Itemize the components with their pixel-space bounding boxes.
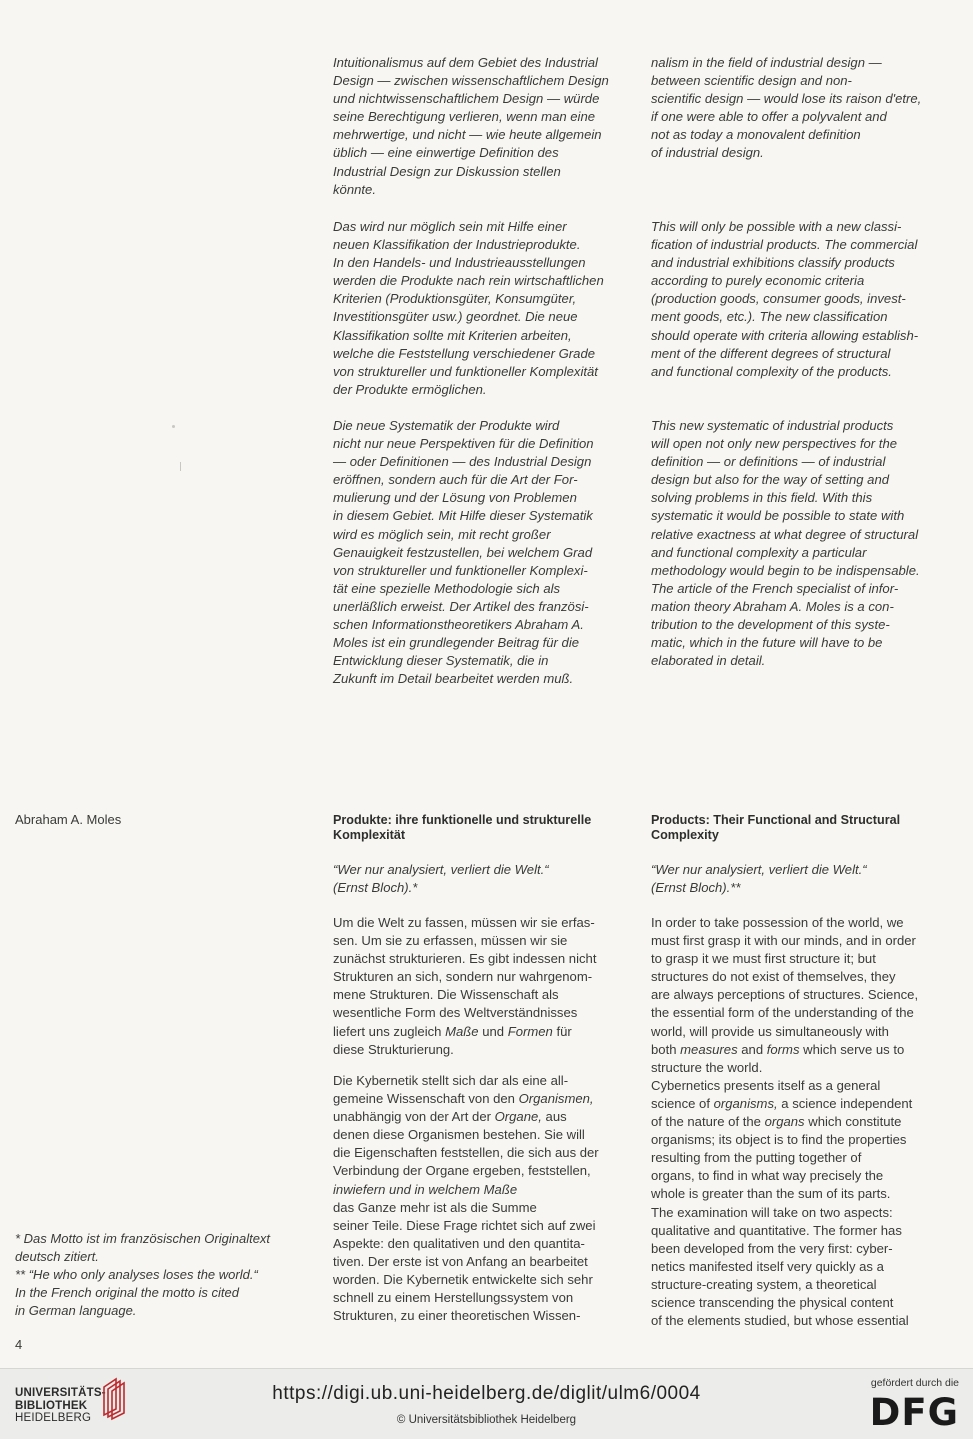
text-line: seine Berechtigung verlieren, wenn man eine	[333, 109, 596, 125]
text-line: Das wird nur möglich sein mit Hilfe einer	[333, 219, 567, 234]
text-line: methodology would begin to be indispensable.	[651, 562, 920, 578]
text-line: Cybernetics presents itself as a general	[651, 1077, 881, 1093]
text-line: unerläßlich erweist. Der Artikel des französi-	[333, 598, 589, 614]
text-line: ** “He who only analyses loses the world.“	[15, 1267, 258, 1283]
text-line: of the elements studied, but whose essential	[651, 1313, 909, 1329]
text-run: Formen	[507, 1023, 553, 1039]
text-line: sen. Um sie zu erfassen, müssen wir sie	[333, 933, 568, 949]
text-line: diese Strukturierung.	[333, 1041, 454, 1057]
text-line	[651, 1095, 953, 1113]
text-line: die Eigenschaften feststellen, die sich aus der	[333, 1145, 599, 1161]
dfg-logo[interactable]: DFG	[869, 1391, 959, 1434]
text-line: The article of the French specialist of infor-	[651, 580, 899, 596]
text-line: mation theory Abraham A. Moles is a con-	[651, 598, 894, 614]
text-line: nalism in the field of industrial design —	[651, 55, 882, 70]
text-line: Intuitionalismus auf dem Gebiet des Industrial	[333, 55, 598, 70]
text-line: This will only be possible with a new classi-	[651, 219, 902, 234]
text-run: measures	[680, 1041, 738, 1057]
text-line: definition — or definitions — of industrial	[651, 454, 886, 470]
text-line: should operate with criteria allowing establish-	[651, 327, 919, 343]
text-line	[651, 1113, 953, 1131]
text-run: a science independent	[777, 1095, 913, 1111]
text-line: Strukturen an sich, sondern nur wahrgenom-	[333, 969, 593, 985]
text-line	[651, 1041, 953, 1059]
footnotes	[15, 1230, 315, 1320]
upper-en-paragraph-1	[651, 54, 953, 163]
text-line	[333, 1090, 635, 1108]
text-run: Organismen,	[518, 1091, 594, 1107]
text-line: The examination will take on two aspects:	[651, 1204, 893, 1220]
text-line: von struktureller und funktioneller Komplexi-	[333, 562, 588, 578]
text-line: structure-creating system, a theoretical	[651, 1276, 877, 1292]
text-run: which constitute	[804, 1114, 902, 1130]
text-line: to grasp it we must first structure it; but	[651, 951, 876, 967]
text-run: organisms,	[713, 1095, 778, 1111]
text-run: and	[737, 1041, 767, 1057]
text-line: inwiefern und in welchem Maße	[333, 1181, 518, 1197]
text-line: will open not only new perspectives for the	[651, 436, 898, 452]
text-run: unabhängig von der Art der	[333, 1109, 495, 1125]
text-line: structure the world.	[651, 1059, 763, 1075]
text-line: von struktureller und funktioneller Komplexität	[333, 363, 598, 379]
text-line: mehrwertige, und nicht — wie heute allgemein	[333, 127, 602, 143]
text-line: organs, to find in what way precisely the	[651, 1168, 884, 1184]
text-line: scientific design — would lose its raison d'etre,	[651, 91, 922, 107]
text-line: in German language.	[15, 1303, 137, 1319]
scan-speck	[172, 425, 175, 428]
motto-german	[333, 861, 635, 897]
page-number: 4	[15, 1337, 23, 1352]
text-line: denen diese Organismen bestehen. Sie will	[333, 1127, 585, 1143]
motto-line: (Ernst Bloch).*	[333, 880, 418, 896]
text-line: üblich — eine einwertige Definition des	[333, 145, 559, 161]
text-line: matic, which in the future will have to be	[651, 635, 883, 651]
text-line: systematic it would be possible to state with	[651, 508, 905, 524]
text-line: if one were able to offer a polyvalent and	[651, 109, 887, 125]
text-line: ment of the different degrees of structural	[651, 345, 891, 361]
library-name-line: UNIVERSITÄTS-	[15, 1387, 106, 1399]
text-line: Strukturen, zu einer theoretischen Wissen-	[333, 1308, 581, 1324]
text-line: in diesem Gebiet. Mit Hilfe dieser Systematik	[333, 508, 593, 524]
text-run: forms	[766, 1041, 800, 1057]
text-line: between scientific design and non-	[651, 73, 852, 89]
text-line: (production goods, consumer goods, invest-	[651, 291, 906, 307]
library-name-line: BIBLIOTHEK	[15, 1399, 88, 1412]
digital-library-footer	[0, 1368, 973, 1439]
text-line: nicht nur neue Perspektiven für die Definition	[333, 436, 594, 452]
motto-english	[651, 861, 953, 897]
text-line: fication of industrial products. The commercial	[651, 237, 918, 253]
permalink-url[interactable]: https://digi.ub.uni-heidelberg.de/diglit/ulm6/0004	[272, 1383, 701, 1404]
text-line: tiven. Der erste ist von Anfang an bearbeitet	[333, 1253, 588, 1269]
text-run: both	[651, 1041, 681, 1057]
text-line: In order to take possession of the world, we	[651, 915, 904, 930]
text-run: science of	[651, 1095, 714, 1111]
lower-de-paragraph-1	[333, 914, 635, 1059]
text-line: Entwicklung dieser Systematik, die in	[333, 653, 549, 669]
article-heading-german	[333, 813, 635, 842]
text-line: der Produkte ermöglichen.	[333, 381, 487, 397]
text-line: neuen Klassifikation der Industrieprodukte.	[333, 237, 581, 253]
text-line: not as today a monovalent definition	[651, 127, 861, 143]
text-line: schen Informationstheoretikers Abraham A.	[333, 617, 584, 633]
lower-en-paragraph-1	[651, 914, 953, 1330]
heading-line: Komplexität	[333, 827, 406, 842]
heading-line: Products: Their Functional and Structural	[651, 813, 901, 827]
text-line: Moles ist ein grundlegender Beitrag für die	[333, 635, 580, 651]
text-line: are always perceptions of structures. Science,	[651, 987, 919, 1003]
text-line: Die Kybernetik stellt sich dar als eine all-	[333, 1073, 569, 1088]
text-line: worden. Die Kybernetik entwickelte sich sehr	[333, 1272, 593, 1288]
text-line: Um die Welt zu fassen, müssen wir sie erfas-	[333, 915, 595, 930]
text-line: Kriterien (Produktionsgüter, Konsumgüter,	[333, 291, 577, 307]
text-line: organisms; its object is to find the properties	[651, 1132, 907, 1148]
text-line: the essential form of the understanding of the	[651, 1005, 914, 1021]
text-line: whole is greater than the sum of its parts.	[651, 1186, 891, 1202]
text-line: Genauigkeit festzustellen, bei welchem Grad	[333, 544, 593, 560]
text-line: science transcending the physical content	[651, 1294, 894, 1310]
text-line: schnell zu einem Herstellungssystem von	[333, 1290, 574, 1306]
text-line: Die neue Systematik der Produkte wird	[333, 418, 560, 433]
text-line: tät eine spezielle Methodologie sich als	[333, 580, 561, 596]
text-line: Industrial Design zur Diskussion stellen	[333, 163, 561, 179]
text-line: world, will provide us simultaneously with	[651, 1023, 889, 1039]
upper-en-paragraph-2	[651, 218, 953, 381]
text-line: design but also for the way of setting and	[651, 472, 890, 488]
text-line: tribution to the development of this syste-	[651, 617, 890, 633]
text-run: und	[478, 1023, 508, 1039]
text-line: This new systematic of industrial products	[651, 418, 894, 433]
text-line: deutsch zitiert.	[15, 1249, 99, 1265]
text-line: must first grasp it with our minds, and in order	[651, 933, 916, 949]
text-run: organs	[764, 1114, 805, 1130]
text-line: of industrial design.	[651, 145, 764, 161]
motto-line: “Wer nur analysiert, verliert die Welt.“	[333, 862, 549, 877]
text-line: wesentliche Form des Weltverständnisses	[333, 1005, 578, 1021]
upper-de-paragraph-2	[333, 218, 635, 399]
text-line: qualitative and quantitative. The former has	[651, 1222, 902, 1238]
text-line: relative exactness at what degree of structural	[651, 526, 919, 542]
text-line: werden die Produkte nach rein wirtschaftlichen	[333, 273, 604, 289]
lower-de-paragraph-2	[333, 1072, 635, 1325]
text-line: Design — zwischen wissenschaftlichem Design	[333, 73, 609, 89]
text-line: netics manifested itself very quickly as a	[651, 1258, 884, 1274]
text-line: seiner Teile. Diese Frage richtet sich auf zwei	[333, 1217, 596, 1233]
text-line: — oder Definitionen — des Industrial Design	[333, 454, 592, 470]
text-line: solving problems in this field. With this	[651, 490, 873, 506]
motto-line: (Ernst Bloch).**	[651, 880, 741, 896]
text-line: and industrial exhibitions classify products	[651, 255, 895, 271]
text-line: * Das Motto ist im französischen Originaltext	[15, 1231, 271, 1246]
text-run: Organe,	[494, 1109, 542, 1125]
text-line: and functional complexity of the products.	[651, 363, 892, 379]
text-run: of the nature of the	[651, 1114, 765, 1130]
text-run: aus	[541, 1109, 567, 1125]
text-line: resulting from the putting together of	[651, 1150, 862, 1166]
text-line: welche die Feststellung verschiedener Grade	[333, 345, 596, 361]
text-line	[333, 1108, 635, 1126]
text-line: und nichtwissenschaftlichem Design — würde	[333, 91, 600, 107]
text-line: könnte.	[333, 181, 376, 197]
text-line: elaborated in detail.	[651, 653, 766, 669]
text-line: Aspekte: den qualitativen und den quantita-	[333, 1235, 585, 1251]
text-line: In den Handels- und Industrieausstellungen	[333, 255, 586, 271]
text-line: ment goods, etc.). The new classification	[651, 309, 888, 325]
text-line: das Ganze mehr ist als die Summe	[333, 1199, 537, 1215]
scan-speck	[180, 462, 181, 471]
text-run: liefert uns zugleich	[333, 1023, 446, 1039]
text-line: eröffnen, sondern auch für die Art der For-	[333, 472, 578, 488]
text-line: been developed from the very first: cyber-	[651, 1240, 893, 1256]
copyright-notice: © Universitätsbibliothek Heidelberg	[396, 1414, 577, 1426]
library-name-line: HEIDELBERG	[15, 1412, 92, 1425]
text-line	[333, 1023, 635, 1041]
text-line: zunächst strukturieren. Es gibt indessen nicht	[333, 951, 597, 967]
text-run: Maße	[445, 1023, 479, 1039]
text-run: für	[552, 1023, 572, 1039]
heading-line: Produkte: ihre funktionelle und strukturelle	[333, 813, 592, 827]
text-line: and functional complexity a particular	[651, 544, 867, 560]
text-line: mene Strukturen. Die Wissenschaft als	[333, 987, 559, 1003]
heading-line: Complexity	[651, 827, 719, 842]
author-name: Abraham A. Moles	[15, 812, 122, 827]
text-line: Zukunft im Detail bearbeitet werden muß.	[333, 671, 574, 687]
text-line: Investitionsgüter usw.) geordnet. Die neue	[333, 309, 578, 325]
funding-label: gefördert durch die	[870, 1377, 959, 1389]
upper-de-paragraph-3	[333, 417, 635, 688]
text-run: which serve us to	[799, 1041, 905, 1057]
text-line: Verbindung der Organe ergeben, feststellen,	[333, 1163, 591, 1179]
text-line: In the French original the motto is cited	[15, 1285, 240, 1301]
text-run: gemeine Wissenschaft von den	[333, 1091, 519, 1107]
text-line: wird es möglich sein, mit recht großer	[333, 526, 551, 542]
text-line: mulierung und der Lösung von Problemen	[333, 490, 577, 506]
text-line: Klassifikation sollte mit Kriterien arbeiten,	[333, 327, 572, 343]
article-heading-english	[651, 813, 953, 842]
motto-line: “Wer nur analysiert, verliert die Welt.“	[651, 862, 867, 877]
upper-de-paragraph-1	[333, 54, 635, 199]
upper-en-paragraph-3	[651, 417, 953, 670]
text-line: according to purely economic criteria	[651, 273, 865, 289]
text-line: structures do not exist of themselves, they	[651, 969, 896, 985]
